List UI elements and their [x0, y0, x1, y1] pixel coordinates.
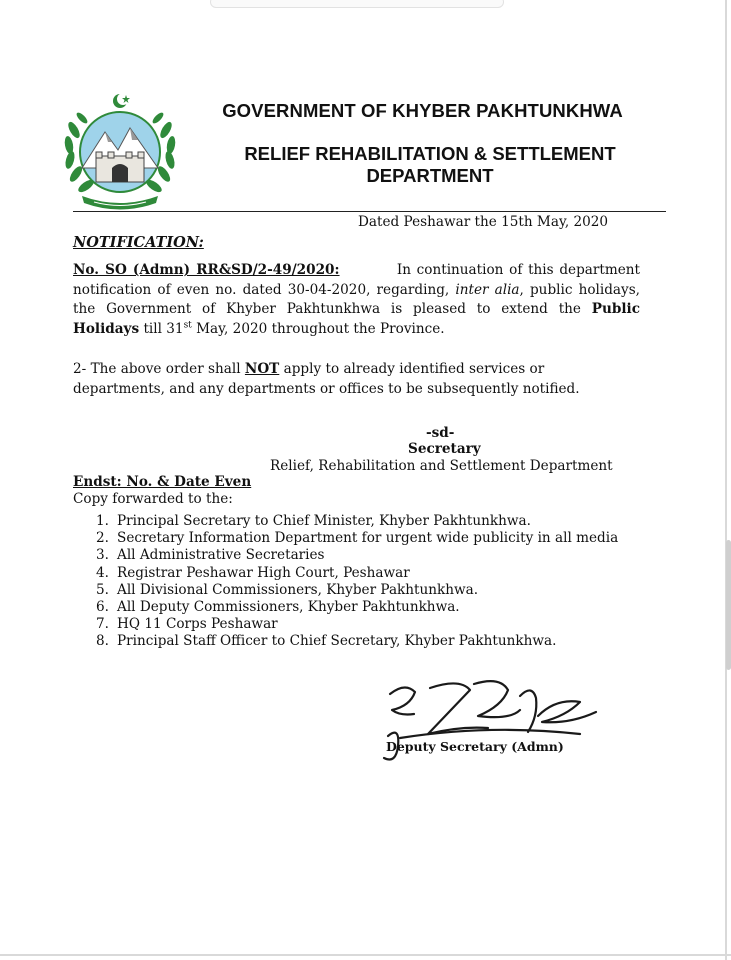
- header-divider: [73, 211, 666, 212]
- scrollbar-thumb[interactable]: [726, 540, 731, 670]
- para1-bold: Public Holidays: [73, 301, 640, 337]
- signed-mark: -sd-: [426, 425, 455, 441]
- para1-superscript: st: [183, 319, 192, 330]
- list-item-text: All Administrative Secretaries: [117, 547, 325, 564]
- list-item: [96, 599, 618, 616]
- list-item-text: Registrar Peshawar High Court, Peshawar: [117, 564, 410, 581]
- signature-stamp: [370, 676, 600, 768]
- reference-number: No. SO (Admn) RR&SD/2-49/2020:: [73, 262, 340, 278]
- list-item-number: 8.: [96, 633, 109, 650]
- list-item-number: 3.: [96, 547, 109, 564]
- list-item-number: 2.: [96, 530, 109, 547]
- notification-paragraph-2: [73, 360, 640, 399]
- copy-forwarded-line: Copy forwarded to the:: [73, 491, 233, 507]
- list-item: [96, 513, 618, 530]
- list-item-text: Secretary Information Department for urgent wide publicity in all media: [117, 530, 619, 547]
- list-item-text: Principal Staff Officer to Chief Secretary, Khyber Pakhtunkhwa.: [117, 633, 557, 650]
- department-heading-line1: RELIEF REHABILITATION & SETTLEMENT: [244, 143, 616, 164]
- para2-emphasis: NOT: [244, 361, 280, 377]
- recipient-list: [96, 513, 618, 651]
- list-item-number: 6.: [96, 598, 109, 615]
- list-item: [96, 616, 618, 633]
- para2-text-b: apply to already identified services or departments, and any departments or offices to be subsequently notified.: [73, 361, 580, 397]
- list-item: [96, 547, 618, 564]
- endorsement-heading: Endst: No. & Date Even: [73, 474, 252, 490]
- page-bottom-border: [0, 954, 731, 956]
- para1-text-a: In continuation of this department notification of even no. dated 30-04-2020, regarding,: [73, 262, 641, 298]
- signatory-title: Secretary: [408, 441, 481, 457]
- kp-government-emblem-icon: [60, 90, 180, 210]
- list-item: [96, 530, 618, 547]
- department-heading-line2: DEPARTMENT: [366, 165, 494, 186]
- para1-italic: inter alia: [455, 281, 520, 298]
- list-item-text: HQ 11 Corps Peshawar: [117, 616, 278, 633]
- list-item: [96, 565, 618, 582]
- page-right-border: [725, 0, 727, 960]
- government-heading: GOVERNMENT OF KHYBER PAKHTUNKHWA: [222, 100, 623, 121]
- list-item: [96, 582, 618, 599]
- para1-text-d: May, 2020 throughout the Province.: [196, 320, 445, 337]
- department-heading: [210, 143, 650, 187]
- dateline: Dated Peshawar the 15th May, 2020: [358, 214, 609, 230]
- list-item-text: Principal Secretary to Chief Minister, Khyber Pakhtunkhwa.: [117, 513, 531, 529]
- notification-title: NOTIFICATION:: [73, 234, 204, 251]
- para1-text-c: till 31: [143, 320, 184, 337]
- para1-text-b: , public holidays, the Government of Khyber Pakhtunkhwa is pleased to extend the: [73, 281, 641, 317]
- signature-stamp-text: Deputy Secretary (Admn): [386, 739, 564, 754]
- list-item-number: 1.: [96, 513, 109, 529]
- list-item-number: 4.: [96, 564, 109, 581]
- signatory-department: Relief, Rehabilitation and Settlement Department: [270, 458, 613, 474]
- list-item-number: 7.: [96, 616, 109, 633]
- viewer-top-tab: [210, 0, 504, 8]
- list-item-text: All Divisional Commissioners, Khyber Pakhtunkhwa.: [117, 581, 479, 598]
- para2-text-a: 2- The above order shall: [73, 361, 241, 377]
- list-item-number: 5.: [96, 581, 109, 598]
- notification-paragraph-1: [73, 261, 640, 339]
- list-item-text: All Deputy Commissioners, Khyber Pakhtunkhwa.: [117, 598, 460, 615]
- list-item: [96, 633, 618, 650]
